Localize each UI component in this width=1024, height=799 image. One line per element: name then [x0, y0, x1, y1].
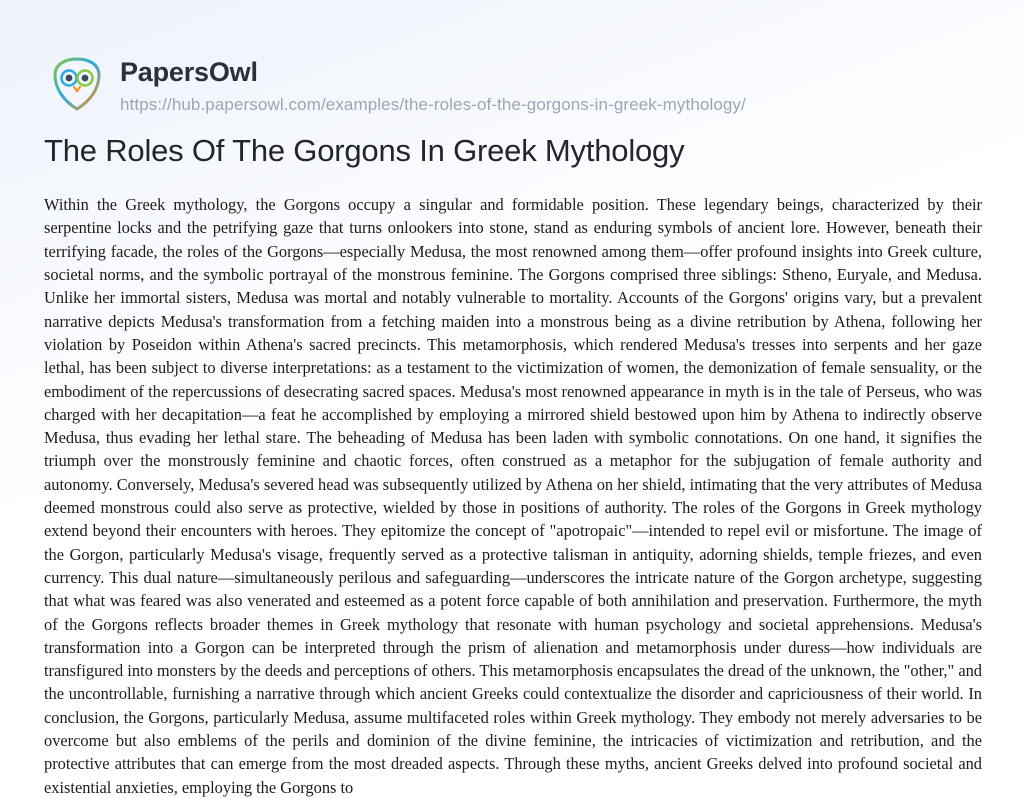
article-content: [0, 96, 1024, 799]
source-url[interactable]: https://hub.papersowl.com/examples/the-roles-of-the-gorgons-in-greek-mythology/: [120, 95, 746, 115]
page-title: The Roles Of The Gorgons In Greek Mythology: [44, 133, 685, 168]
article-body: Within the Greek mythology, the Gorgons occupy a singular and formidable position. These legendary beings, characterized by their serpentine locks and the petrifying gaze that turns onlookers into stone, stand as enduring symbols of ancient lore. However, beneath their terrifying facade, the roles of the Gorgons—especially Medusa, the most renowned among them—offer profound insights into Greek culture, societal norms, and the symbolic portrayal of the monstrous feminine. The Gorgons comprised three siblings: Stheno, Euryale, and Medusa. Unlike her immortal sisters, Medusa was mortal and notably vulnerable to mortality. Accounts of the Gorgons' origins vary, but a prevalent narrative depicts Medusa's transformation from a fetching maiden into a monstrous being as a divine retribution by Athena, following her violation by Poseidon within Athena's sacred precincts. This metamorphosis, which rendered Medusa's tresses into serpents and her gaze lethal, has been subject to diverse interpretations: as a testament to the victimization of women, the demonization of female sensuality, or the embodiment of the repercussions of desecrating sacred spaces. Medusa's most renowned appearance in myth is in the tale of Perseus, who was charged with her decapitation—a feat he accomplished by employing a mirrored shield bestowed upon him by Athena to indirectly observe Medusa, thus evading her lethal stare. The beheading of Medusa has been laden with symbolic connotations. On one hand, it signifies the triumph over the monstrously feminine and chaotic forces, often construed as a metaphor for the subjugation of female authority and autonomy. Conversely, Medusa's severed head was subsequently utilized by Athena on her shield, intimating that the very attributes of Medusa deemed monstrous could also serve as protective, wielded by those in positions of authority. The roles of the Gorgons in Greek mythology extend beyond their encounters with heroes. They epitomize the concept of "apotropaic"—intended to repel evil or misfortune. The image of the Gorgon, particularly Medusa's visage, frequently served as a protective talisman in antiquity, adorning shields, temple friezes, and even currency. This dual nature—simultaneously perilous and safeguarding—underscores the intricate nature of the Gorgon archetype, suggesting that what was feared was also venerated and esteemed as a potent force capable of both annihilation and preservation. Furthermore, the myth of the Gorgons reflects broader themes in Greek mythology that resonate with human psychology and societal apprehensions. Medusa's transformation into a Gorgon can be interpreted through the prism of alienation and metamorphosis under duress—how individuals are transfigured into monsters by the deeds and perceptions of others. This metamorphosis encapsulates the dread of the unknown, the "other," and the uncontrollable, furnishing a narrative through which ancient Greeks could contextualize the disorder and capriciousness of their world. In conclusion, the Gorgons, particularly Medusa, assume multifaceted roles within Greek mythology. They embody not merely adversaries to be overcome but also emblems of the perils and dominion of the divine feminine, the intricacies of victimization and retribution, and the protective attributes that can emerge from the most dreaded aspects. Through these myths, ancient Greeks delved into profound societal and existential anxieties, employing the Gorgons to: [44, 195, 982, 797]
site-header: [0, 0, 1024, 115]
brand-block: [120, 55, 746, 115]
brand-name: PapersOwl: [120, 57, 258, 87]
owl-logo-icon: [48, 55, 106, 113]
